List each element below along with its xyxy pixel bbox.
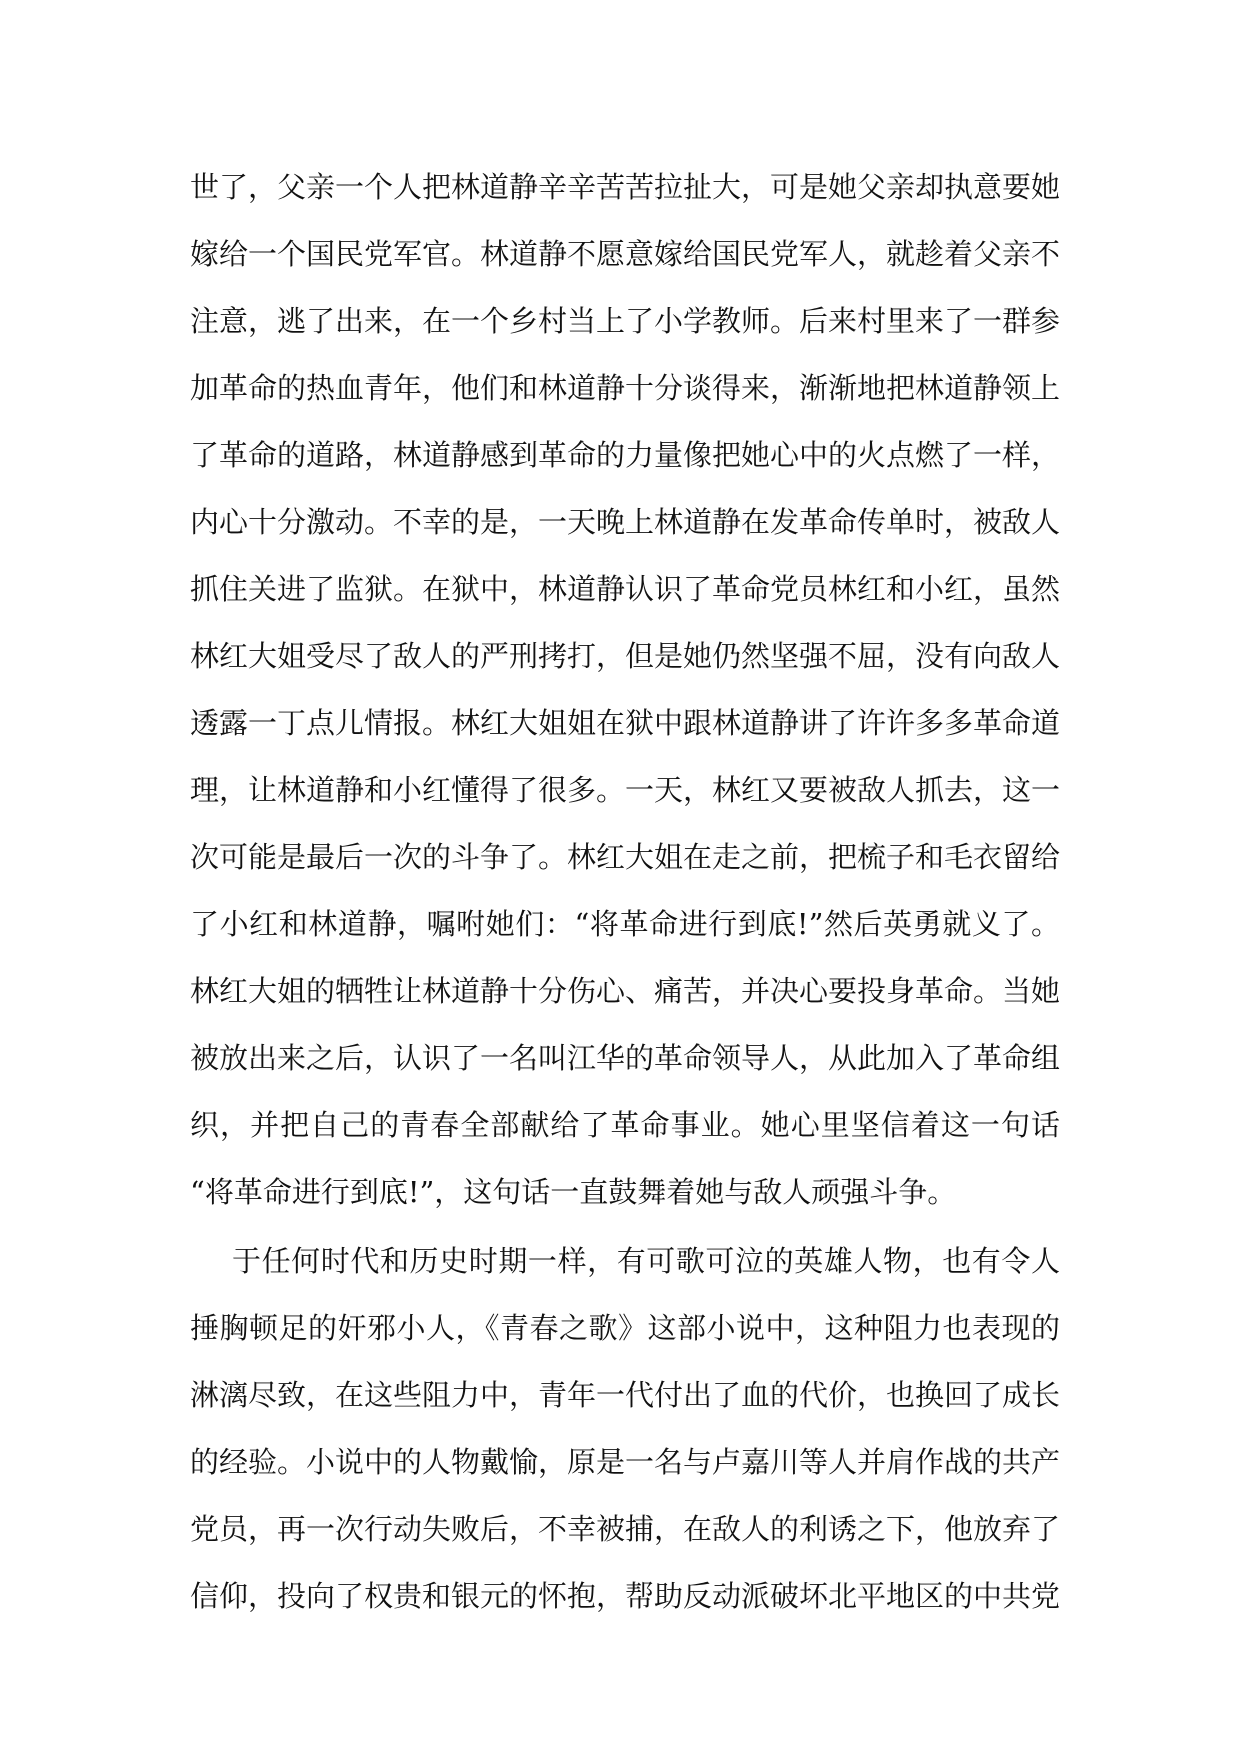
text-line: 了革命的道路，林道静感到革命的力量像把她心中的火点燃了一样， (190, 438, 1061, 472)
text-line: 信仰，投向了权贵和银元的怀抱，帮助反动派破坏北平地区的中共党 (190, 1579, 1061, 1613)
body-text (190, 154, 1060, 1630)
text-line: 林红大姐的牺牲让林道静十分伤心、痛苦，并决心要投身革命。当她 (190, 974, 1061, 1008)
text-line: 世了，父亲一个人把林道静辛辛苦苦拉扯大，可是她父亲却执意要她 (190, 170, 1061, 204)
text-line: 理，让林道静和小红懂得了很多。一天，林红又要被敌人抓去，这一 (190, 773, 1061, 807)
text-line: 了小红和林道静，嘱咐她们：“将革命进行到底!”然后英勇就义了。 (190, 907, 1060, 941)
text-line: 加革命的热血青年，他们和林道静十分谈得来，渐渐地把林道静领上 (190, 371, 1061, 405)
text-line: 注意，逃了出来，在一个乡村当上了小学教师。后来村里来了一群参 (190, 304, 1061, 338)
text-line: 嫁给一个国民党军官。林道静不愿意嫁给国民党军人，就趁着父亲不 (190, 237, 1061, 271)
text-line: 党员，再一次行动失败后，不幸被捕，在敌人的利诱之下，他放弃了 (190, 1512, 1061, 1546)
text-line: 透露一丁点儿情报。林红大姐姐在狱中跟林道静讲了许许多多革命道 (190, 706, 1061, 740)
text-line: 于任何时代和历史时期一样，有可歌可泣的英雄人物，也有令人 (232, 1244, 1060, 1278)
text-line: 淋漓尽致，在这些阻力中，青年一代付出了血的代价，也换回了成长 (190, 1378, 1061, 1412)
paragraph-1 (190, 154, 1060, 1226)
paragraph-2 (190, 1228, 1060, 1630)
text-line: 织，并把自己的青春全部献给了革命事业。她心里坚信着这一句话 (190, 1108, 1060, 1142)
text-line: 捶胸顿足的奸邪小人，《青春之歌》这部小说中，这种阻力也表现的 (190, 1311, 1060, 1345)
text-line: 的经验。小说中的人物戴愉，原是一名与卢嘉川等人并肩作战的共产 (190, 1445, 1061, 1479)
text-line: “将革命进行到底!”，这句话一直鼓舞着她与敌人顽强斗争。 (190, 1175, 957, 1209)
text-line: 被放出来之后，认识了一名叫江华的革命领导人，从此加入了革命组 (190, 1041, 1061, 1075)
text-line: 内心十分激动。不幸的是，一天晚上林道静在发革命传单时，被敌人 (190, 505, 1061, 539)
text-line: 林红大姐受尽了敌人的严刑拷打，但是她仍然坚强不屈，没有向敌人 (190, 639, 1061, 673)
text-line: 抓住关进了监狱。在狱中，林道静认识了革命党员林红和小红，虽然 (190, 572, 1061, 606)
text-line: 次可能是最后一次的斗争了。林红大姐在走之前，把梳子和毛衣留给 (190, 840, 1061, 874)
